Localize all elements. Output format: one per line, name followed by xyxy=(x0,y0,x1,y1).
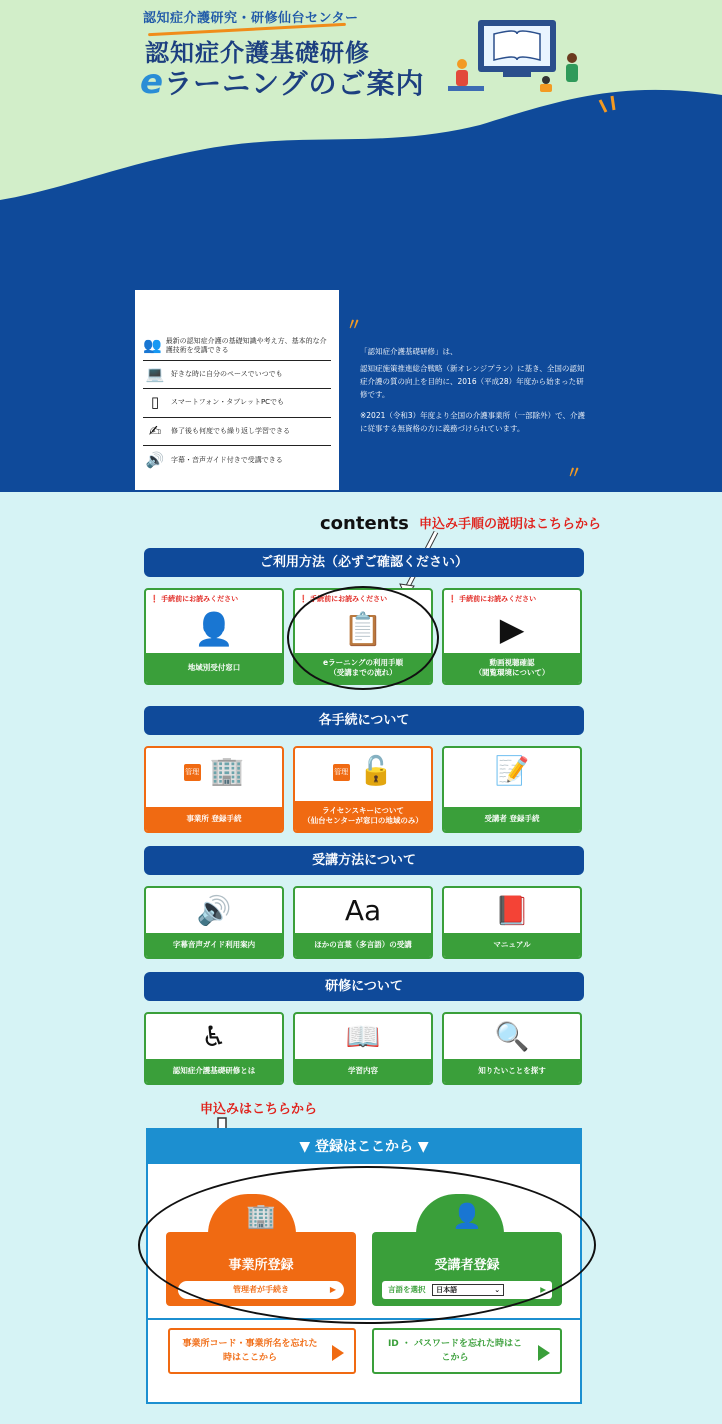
magnifier-icon: 🔍 xyxy=(494,1020,530,1053)
admin-badge: 管理者 xyxy=(333,764,350,781)
language-select[interactable]: 日本語 ⌄ xyxy=(432,1284,504,1296)
section-methods: 受講方法について xyxy=(144,846,584,875)
feature-row: 💻 好きな時に自分のペースでいつでも xyxy=(143,361,331,390)
description: 「認知症介護基礎研修」は、 認知症施策推進総合戦略（新オレンジプラン）に基き、全国の認知症介護の質の向上を目的に、2016（平成28）年度から始まった研修です。 ※2021（令和3）年度より全国の介護事業所（一部除外）で、介護に従事する無資格の方に義務づけられています。 xyxy=(360,347,585,433)
teacher-student-icon: 👥 xyxy=(143,336,162,355)
card-subtitle-audio[interactable]: 🔊 字幕音声ガイド利用案内 xyxy=(144,886,284,959)
document-pen-icon: 📝 xyxy=(494,754,530,787)
feature-row: ▯ スマートフォン・タブレットPCでも xyxy=(143,389,331,418)
repeat-learning-icon: ✍ xyxy=(148,421,162,440)
card-license-key[interactable]: 管理者 🔓 ライセンスキーについて （仙台センターが窓口の地域のみ） xyxy=(293,746,433,833)
person-frame-icon: 👤 xyxy=(194,610,234,648)
section-training: 研修について xyxy=(144,972,584,1001)
section-procedures: 各手続について xyxy=(144,706,584,735)
card-trainee-registration[interactable]: 📝 受講者 登録手続 xyxy=(442,746,582,833)
elearning-illustration xyxy=(448,14,588,92)
feature-row: 🔊 字幕・音声ガイド付きで受講できる xyxy=(143,446,331,475)
building-icon: 🏢 xyxy=(209,754,245,787)
card-usage-steps[interactable]: ❗ 手続前にお読みください 📋 eラーニングの利用手順 （受講までの流れ） xyxy=(293,588,433,685)
card-video-check[interactable]: ❗ 手続前にお読みください ▶ 動画視聴確認 （閲覧環境について） xyxy=(442,588,582,685)
warning-note: ❗ 手続前にお読みください xyxy=(299,595,388,603)
card-learning-content[interactable]: 📖 学習内容 xyxy=(293,1012,433,1085)
person-pc-icon: 💻 xyxy=(145,364,165,383)
smartphone-icon: ▯ xyxy=(150,393,160,412)
feature-row: ✍ 修了後も何度でも繰り返し学習できる xyxy=(143,418,331,447)
admin-badge: 管理者 xyxy=(184,764,201,781)
play-arrow-icon: ▶ xyxy=(329,1285,336,1294)
trainee-register-button[interactable]: 👤 受講者登録 言語を選択 日本語 ⌄ ▶ xyxy=(372,1232,562,1306)
play-arrow-icon xyxy=(332,1345,344,1361)
admin-procedure-button[interactable]: 管理者が手続き ▶ xyxy=(178,1281,344,1299)
features-card xyxy=(135,290,339,490)
page-subtitle: eラーニングのご案内 xyxy=(140,62,425,102)
unlock-icon: 🔓 xyxy=(358,754,394,787)
card-search-info[interactable]: 🔍 知りたいことを探す xyxy=(442,1012,582,1085)
card-regional-office[interactable]: ❗ 手続前にお読みください 👤 地域別受付窓口 xyxy=(144,588,284,685)
section-usage: ご利用方法（必ずご確認ください） xyxy=(144,548,584,577)
play-arrow-icon xyxy=(538,1345,550,1361)
card-manual[interactable]: 📕 マニュアル xyxy=(442,886,582,959)
highlight-oval xyxy=(138,1166,596,1324)
hero-banner xyxy=(0,0,722,492)
play-arrow-icon: ▶ xyxy=(540,1285,546,1294)
forgot-id-button[interactable]: ID ・ パスワードを忘れた時はここから xyxy=(372,1328,562,1374)
office-register-button[interactable]: 🏢 事業所登録 管理者が手続き ▶ xyxy=(166,1232,356,1306)
feature-row: 👥 最新の認知症介護の基礎知識や考え方、基本的な介護技術を受講できる xyxy=(143,332,331,361)
checklist-icon: 📋 xyxy=(343,610,383,648)
building-person-icon: 🏢 xyxy=(246,1202,276,1230)
card-office-registration[interactable]: 管理者 🏢 事業所 登録手続 xyxy=(144,746,284,833)
page-title: 認知症介護基礎研修 xyxy=(145,39,370,67)
video-monitor-icon: ▶ xyxy=(499,610,525,648)
speaker-icon: 🔊 xyxy=(145,450,165,469)
person-icon: 👤 xyxy=(452,1202,482,1230)
accent-mark: 〃 xyxy=(566,463,583,482)
caregiver-wheelchair-icon: ♿ xyxy=(201,1020,227,1053)
accent-mark: 〃 xyxy=(346,315,363,334)
contents-label: contents xyxy=(320,513,409,534)
chevron-down-icon: ⌄ xyxy=(494,1286,501,1294)
warning-note: ❗ 手続前にお読みください xyxy=(150,595,239,603)
registration-header: ▼ 登録はここから ▼ xyxy=(148,1130,580,1164)
speaker-icon: 🔊 xyxy=(196,894,232,927)
warning-note: ❗ 手続前にお読みください xyxy=(448,595,537,603)
forgot-office-button[interactable]: 事業所コード・事業所名を忘れた時はここから xyxy=(168,1328,356,1374)
apply-here-note: 申込みはこちらから xyxy=(200,1102,318,1117)
book-icon: 📕 xyxy=(494,894,530,927)
card-about-training[interactable]: ♿ 認知症介護基礎研修とは xyxy=(144,1012,284,1085)
open-book-pen-icon: 📖 xyxy=(345,1020,381,1053)
language-select-row: 言語を選択 日本語 ⌄ ▶ xyxy=(382,1281,552,1299)
apply-help-note: 申込み手順の説明はこちらから xyxy=(419,517,602,532)
org-name: 認知症介護研究・研修仙台センター xyxy=(143,11,359,26)
card-multilingual[interactable]: Aa ほかの言葉（多言語）の受講 xyxy=(293,886,433,959)
highlight-oval xyxy=(287,586,439,690)
font-size-icon: Aa xyxy=(344,894,382,927)
